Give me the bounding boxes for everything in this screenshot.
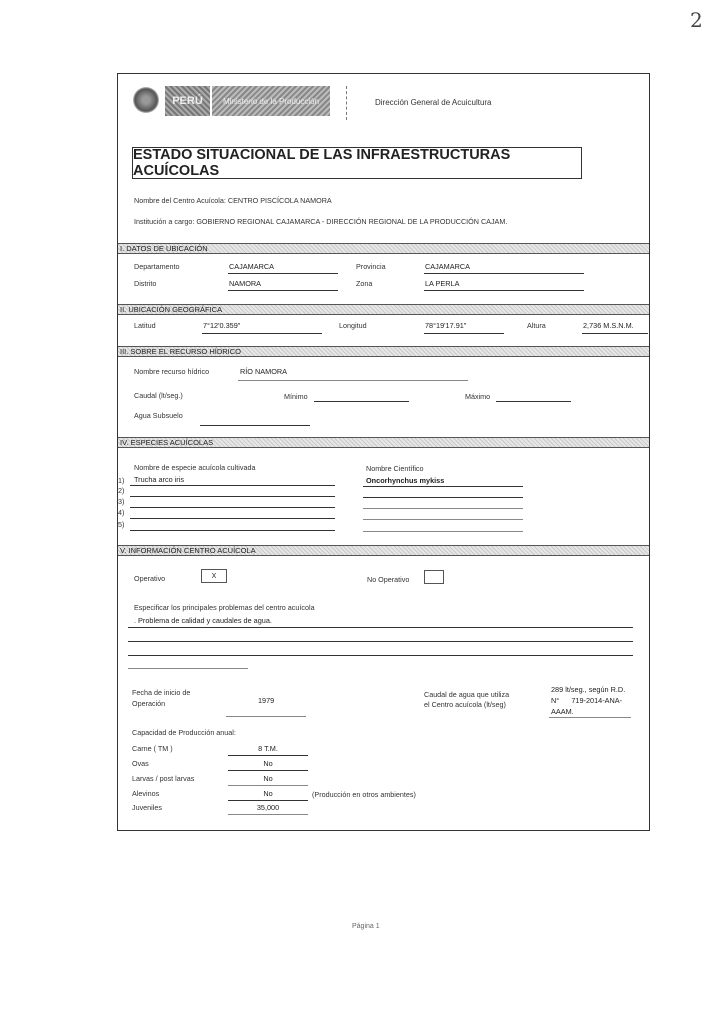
agua-subsuelo-label: Agua Subsuelo (134, 411, 183, 420)
problems-line[interactable] (128, 655, 633, 656)
departamento-line (228, 273, 338, 274)
species-scientific-input[interactable] (363, 519, 523, 520)
fecha-label-2: Operación (132, 699, 166, 708)
production-value[interactable]: No (263, 789, 273, 798)
altura-label: Altura (527, 321, 546, 330)
institution-label: Institución a cargo: (134, 217, 195, 226)
fecha-line (226, 716, 306, 717)
production-label: Ovas (132, 759, 149, 768)
institution-row (134, 217, 507, 226)
production-value[interactable]: No (263, 759, 273, 768)
longitud-label: Longitud (339, 321, 367, 330)
species-row-num: 2) (118, 486, 125, 495)
species-common-header: Nombre de especie acuícola cultivada (134, 463, 256, 472)
production-value[interactable]: No (263, 774, 273, 783)
species-common-input[interactable] (130, 518, 335, 519)
handwritten-page-mark: 2 (690, 8, 703, 32)
maximo-label: Máximo (465, 392, 491, 401)
altura-value[interactable]: 2,736 M.S.N.M. (583, 321, 634, 330)
altura-line (582, 333, 648, 334)
minimo-input[interactable] (314, 401, 409, 402)
provincia-line (424, 273, 584, 274)
zona-line (424, 290, 584, 291)
agua-subsuelo-input[interactable] (200, 425, 310, 426)
species-common-input[interactable] (130, 530, 335, 531)
zona-label: Zona (356, 279, 373, 288)
species-scientific-header: Nombre Científico (366, 464, 424, 473)
production-label: Carne ( TM ) (132, 744, 173, 753)
ministry-logo: Ministerio de la Producción (212, 86, 330, 116)
species-scientific-input[interactable] (363, 531, 523, 532)
recurso-label: Nombre recurso hídrico (134, 367, 210, 376)
production-line (228, 770, 308, 771)
center-name-row (134, 196, 332, 205)
no-operativo-checkbox[interactable] (424, 570, 444, 584)
section-center-info-header: V. INFORMACIÓN CENTRO ACUÍCOLA (118, 545, 649, 556)
species-row-num: 4) (118, 508, 125, 517)
species-row-num: 1) (118, 476, 125, 485)
direction-label: Dirección General de Acuicultura (375, 98, 492, 107)
zona-value[interactable]: LA PERLA (425, 279, 460, 288)
caudal-uso-line (549, 717, 631, 718)
provincia-value[interactable]: CAJAMARCA (425, 262, 471, 271)
distrito-line (228, 290, 338, 291)
distrito-label: Distrito (134, 279, 157, 288)
species-scientific-input[interactable] (363, 508, 523, 509)
problems-line[interactable] (128, 668, 248, 669)
longitud-line (424, 333, 504, 334)
header-divider (346, 86, 347, 120)
production-label: Juveniles (132, 803, 162, 812)
coat-of-arms-icon (133, 87, 159, 113)
caudal-uso-label-2: el Centro acuícola (lt/seg) (424, 700, 506, 709)
section-location-header: I. DATOS DE UBICACIÓN (118, 243, 649, 254)
species-common-input[interactable] (130, 507, 335, 508)
production-line (228, 814, 308, 815)
caudal-uso-value-2[interactable]: N° 719-2014-ANA- (551, 696, 623, 705)
form-title: ESTADO SITUACIONAL DE LAS INFRAESTRUCTURAS ACUÍCOLAS (132, 147, 582, 179)
capacidad-label: Capacidad de Producción anual: (132, 728, 236, 737)
species-line (130, 485, 335, 486)
institution-value: GOBIERNO REGIONAL CAJAMARCA - DIRECCIÓN REGIONAL DE LA PRODUCCIÓN CAJAM. (196, 217, 508, 226)
caudal-uso-value-1[interactable]: 289 lt/seg., según R.D. (551, 685, 626, 694)
minimo-label: Mínimo (284, 392, 308, 401)
latitud-label: Latitud (134, 321, 156, 330)
production-line (228, 785, 308, 786)
problems-value[interactable]: . Problema de calidad y caudales de agua. (134, 616, 272, 625)
production-value[interactable]: 35,000 (256, 803, 280, 812)
operativo-checkbox[interactable]: X (201, 569, 227, 583)
no-operativo-label: No Operativo (367, 575, 410, 584)
peru-logo: PERÚ (165, 86, 210, 116)
caudal-uso-label-1: Caudal de agua que utiliza (424, 690, 510, 699)
species-scientific-value[interactable]: Oncorhynchus mykiss (366, 476, 445, 485)
recurso-value[interactable]: RÍO NAMORA (240, 367, 288, 376)
section-species-header: IV. ESPECIES ACUÍCOLAS (118, 437, 649, 448)
section-geo-header: II. UBICACIÓN GEOGRÁFICA (118, 304, 649, 315)
operativo-label: Operativo (134, 574, 166, 583)
fecha-label-1: Fecha de inicio de (132, 688, 191, 697)
center-name-label: Nombre del Centro Acuícola: (134, 196, 226, 205)
species-row-num: 5) (118, 520, 125, 529)
caudal-uso-value-3[interactable]: AAAM. (551, 707, 574, 716)
longitud-value[interactable]: 78°19'17.91" (425, 321, 467, 330)
species-row-num: 3) (118, 497, 125, 506)
distrito-value[interactable]: NAMORA (229, 279, 262, 288)
provincia-label: Provincia (356, 262, 386, 271)
alevinos-note: (Producción en otros ambientes) (312, 790, 416, 799)
recurso-line (238, 380, 468, 381)
fecha-value[interactable]: 1979 (258, 696, 275, 705)
latitud-value[interactable]: 7°12'0.359" (203, 321, 241, 330)
production-label: Alevinos (132, 789, 160, 798)
maximo-input[interactable] (496, 401, 571, 402)
species-line (363, 486, 523, 487)
problems-line (128, 627, 633, 628)
production-label: Larvas / post larvas (132, 774, 195, 783)
departamento-label: Departamento (134, 262, 180, 271)
species-scientific-input[interactable] (363, 497, 523, 498)
problems-label: Especificar los principales problemas del centro acuícola (134, 603, 315, 612)
problems-line[interactable] (128, 641, 633, 642)
departamento-value[interactable]: CAJAMARCA (229, 262, 275, 271)
section-water-header: III. SOBRE EL RECURSO HÍDRICO (118, 346, 649, 357)
production-line (228, 755, 308, 756)
production-value[interactable]: 8 T.M. (258, 744, 278, 753)
production-line (228, 800, 308, 801)
species-common-value[interactable]: Trucha arco iris (134, 475, 185, 484)
species-common-input[interactable] (130, 496, 335, 497)
center-name-value: CENTRO PISCÍCOLA NAMORA (227, 196, 332, 205)
page-footer: Página 1 (352, 923, 380, 930)
caudal-label: Caudal (lt/seg.) (134, 391, 183, 400)
latitud-line (202, 333, 322, 334)
